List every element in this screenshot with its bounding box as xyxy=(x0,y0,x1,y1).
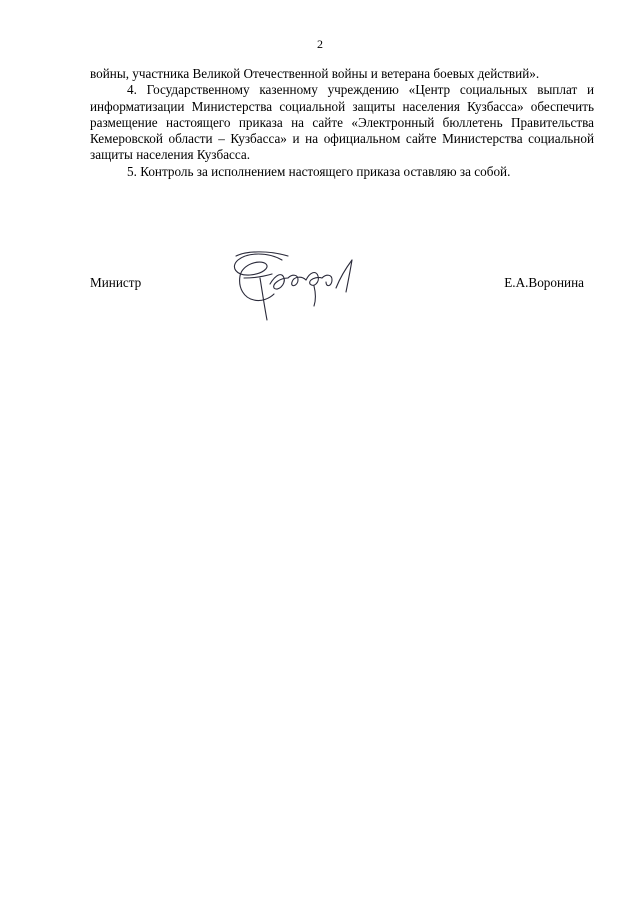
paragraph-continuation: войны, участника Великой Отечественной войны и ветерана боевых действий». xyxy=(90,66,540,81)
signatory-title: Министр xyxy=(90,275,142,290)
paragraph-item-4: 4. Государственному казенному учреждению «Центр социальных выплат и информатизации Министерства социальной защиты населения Кузбасса» обеспечить размещение настоящего приказа на сайте «Электронный бюллетень Правительства Кемеровской области – Кузбасса» и на официальном сайте Министерства социальной защиты населения Кузбасса. xyxy=(90,82,594,163)
page-number: 2 xyxy=(317,37,323,51)
handwritten-signature xyxy=(150,248,400,328)
paragraph-item-5: 5. Контроль за исполнением настоящего приказа оставляю за собой. xyxy=(127,163,511,179)
document-body xyxy=(90,66,594,180)
signatory-name: Е.А.Воронина xyxy=(504,275,584,290)
